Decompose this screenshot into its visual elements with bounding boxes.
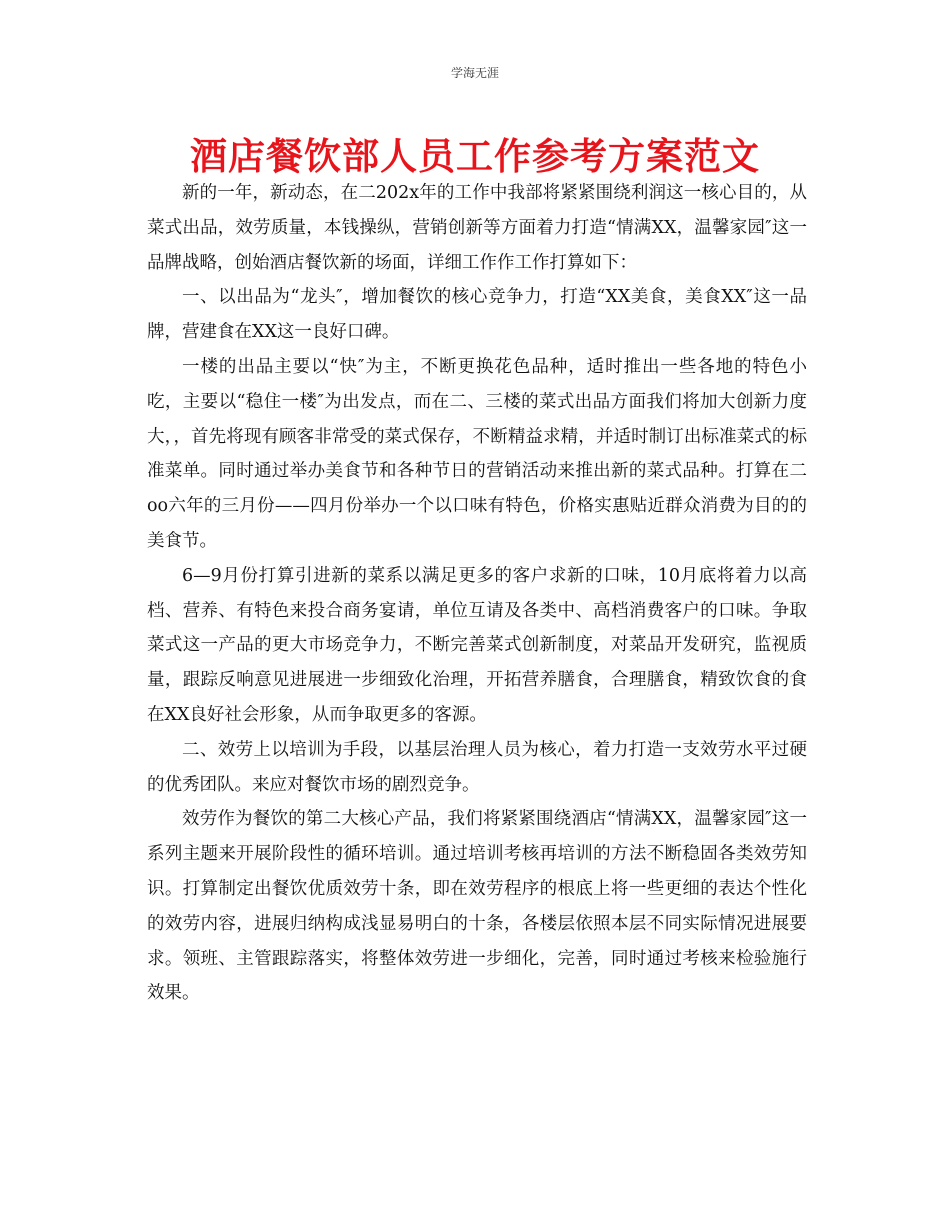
paragraph: 效劳作为餐饮的第二大核心产品，我们将紧紧围绕酒店“情满XX，温馨家园″这一系列主题来开展阶段性的循环培训。通过培训考核再培训的方法不断稳固各类效劳知识。打算制定出餐饮优质效劳十条，即在效劳程序的根底上将一些更细的表达个性化的效劳内容，进展归纳构成浅显易明白的十条，各楼层依照本层不同实际情况进展要求。领班、主管跟踪落实，将整体效劳进一步细化，完善，同时通过考核来检验施行效果。 (147, 809, 807, 1004)
paragraph: 二、效劳上以培训为手段，以基层治理人员为核心，着力打造一支效劳水平过硬的优秀团队。来应对餐饮市场的剧烈竞争。 (147, 739, 807, 795)
paragraph: 一楼的出品主要以“快″为主，不断更换花色品种，适时推出一些各地的特色小吃，主要以“稳住一楼″为出发点，而在二、三楼的菜式出品方面我们将加大创新力度大，，首先将现有顾客非常受的菜式保存，不断精益求精，并适时制订出标准菜式的标准菜单。同时通过举办美食节和各种节日的营销活动来推出新的菜式品种。打算在二oo六年的三月份——四月份举办一个以口味有特色，价格实惠贴近群众消费为目的的美食节。 (147, 356, 807, 551)
document-body (147, 176, 807, 1011)
paragraph: 一、以出品为“龙头″，增加餐饮的核心竞争力，打造“XX美食，美食XX″这一品牌，营建食在XX这一良好口碑。 (147, 287, 807, 343)
paragraph: 新的一年，新动态，在二202x年的工作中我部将紧紧围绕利润这一核心目的，从菜式出品，效劳质量，本钱操纵，营销创新等方面着力打造“情满XX，温馨家园″这一品牌战略，创始酒店餐饮新的场面，详细工作作工作打算如下： (147, 183, 807, 273)
page-header: 学海无涯 (450, 66, 499, 80)
paragraph: 6—9月份打算引进新的菜系以满足更多的客户求新的口味，10月底将着力以高档、营养、有特色来投合商务宴请，单位互请及各类中、高档消费客户的口味。争取菜式这一产品的更大市场竞争力，不断完善菜式创新制度，对菜品开发研究，监视质量，跟踪反响意见进展进一步细致化治理，开拓营养膳食，合理膳食，精致饮食的食在XX良好社会形象，从而争取更多的客源。 (147, 565, 807, 725)
document-title: 酒店餐饮部人员工作参考方案范文 (190, 135, 760, 178)
